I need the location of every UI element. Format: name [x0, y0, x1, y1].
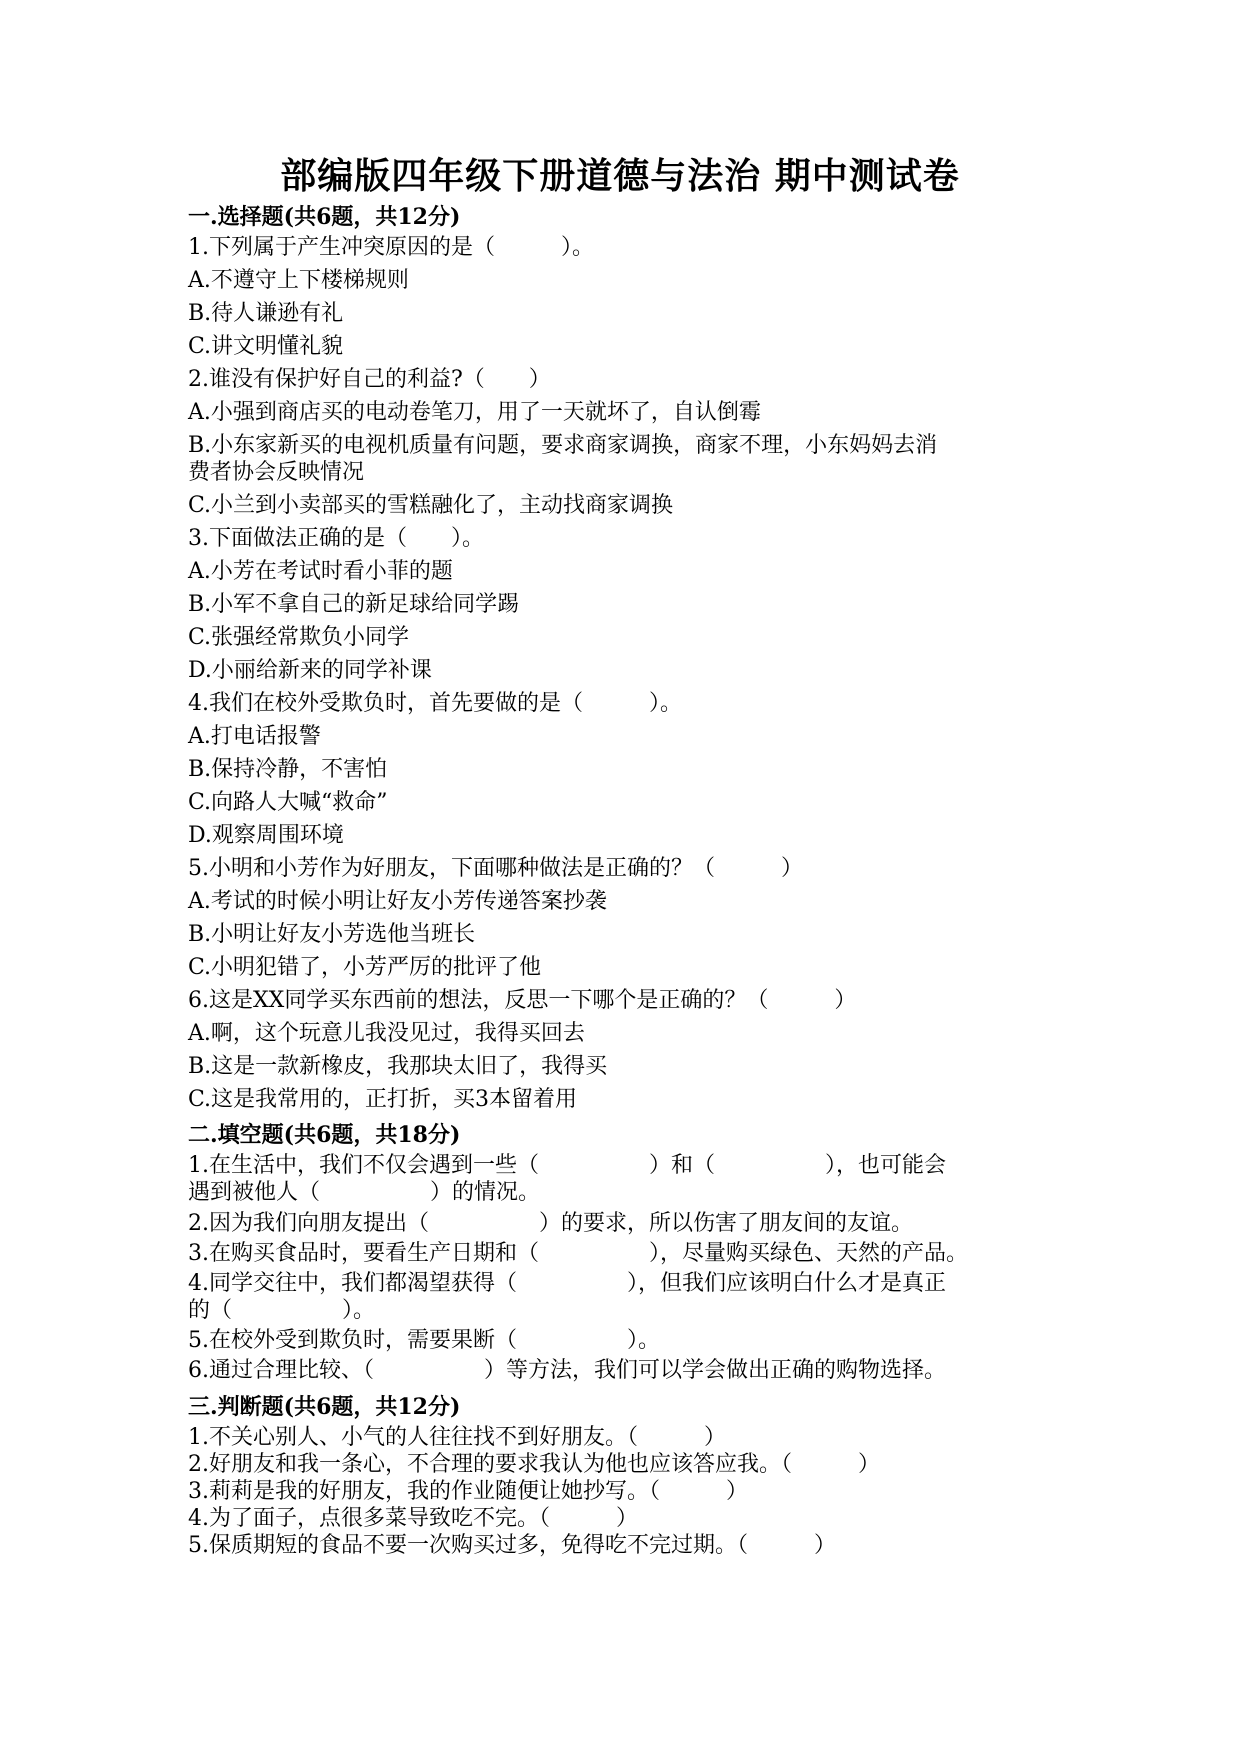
option-c: C.这是我常用的，正打折，买3本留着用	[188, 1087, 578, 1112]
fill-question-continued: 的（ ）。	[188, 1298, 376, 1323]
fill-question: 2.因为我们向朋友提出（ ）的要求，所以伤害了朋友间的友谊。	[188, 1211, 913, 1236]
judge-question: 5.保质期短的食品不要一次购买过多，免得吃不完过期。（ ）	[188, 1533, 836, 1558]
section-heading-choice: 一.选择题(共6题，共12分)	[188, 204, 461, 230]
judge-question: 3.莉莉是我的好朋友，我的作业随便让她抄写。（ ）	[188, 1479, 748, 1504]
fill-question: 3.在购买食品时，要看生产日期和（ ），尽量购买绿色、天然的产品。	[188, 1241, 968, 1266]
fill-question: 6.通过合理比较、（ ）等方法，我们可以学会做出正确的购物选择。	[188, 1358, 946, 1383]
judge-question: 4.为了面子，点很多菜导致吃不完。（ ）	[188, 1506, 638, 1531]
question-stem: 3.下面做法正确的是（ ）。	[188, 526, 484, 551]
fill-question: 5.在校外受到欺负时，需要果断（ ）。	[188, 1328, 660, 1353]
option-c: C.小兰到小卖部买的雪糕融化了，主动找商家调换	[188, 493, 674, 518]
page-title: 部编版四年级下册道德与法治 期中测试卷	[280, 155, 960, 197]
question-stem: 1.下列属于产生冲突原因的是（ ）。	[188, 235, 594, 260]
option-b-continued: 费者协会反映情况	[188, 460, 365, 485]
option-d: D.观察周围环境	[188, 823, 344, 848]
option-b: B.小东家新买的电视机质量有问题，要求商家调换，商家不理，小东妈妈去消	[188, 433, 938, 458]
option-c: C.向路人大喊“救命”	[188, 790, 388, 815]
option-a: A.打电话报警	[188, 724, 321, 749]
judge-question: 1.不关心别人、小气的人往往找不到好朋友。（ ）	[188, 1425, 726, 1450]
section-heading-fill: 二.填空题(共6题，共18分)	[188, 1122, 461, 1148]
judge-question: 2.好朋友和我一条心，不合理的要求我认为他也应该答应我。（ ）	[188, 1452, 880, 1477]
question-stem: 5.小明和小芳作为好朋友，下面哪种做法是正确的？（ ）	[188, 856, 803, 881]
fill-question: 1.在生活中，我们不仅会遇到一些（ ）和（ ），也可能会	[188, 1153, 946, 1178]
fill-question-continued: 遇到被他人（ ）的情况。	[188, 1180, 541, 1205]
option-b: B.小军不拿自己的新足球给同学踢	[188, 592, 520, 617]
option-a: A.不遵守上下楼梯规则	[188, 268, 409, 293]
question-stem: 4.我们在校外受欺负时，首先要做的是（ ）。	[188, 691, 682, 716]
question-stem: 2.谁没有保护好自己的利益?（ ）	[188, 367, 551, 392]
option-b: B.待人谦逊有礼	[188, 301, 344, 326]
option-a: A.小芳在考试时看小菲的题	[188, 559, 453, 584]
question-stem: 6.这是XX同学买东西前的想法，反思一下哪个是正确的？（ ）	[188, 988, 857, 1013]
option-c: C.讲文明懂礼貌	[188, 334, 344, 359]
option-a: A.考试的时候小明让好友小芳传递答案抄袭	[188, 889, 607, 914]
option-a: A.小强到商店买的电动卷笔刀，用了一天就坏了，自认倒霉	[188, 400, 761, 425]
option-b: B.这是一款新橡皮，我那块太旧了，我得买	[188, 1054, 608, 1079]
option-b: B.小明让好友小芳选他当班长	[188, 922, 476, 947]
fill-question: 4.同学交往中，我们都渴望获得（ ），但我们应该明白什么才是真正	[188, 1271, 946, 1296]
option-a: A.啊，这个玩意儿我没见过，我得买回去	[188, 1021, 585, 1046]
option-c: C.小明犯错了，小芳严厉的批评了他	[188, 955, 542, 980]
section-heading-judge: 三.判断题(共6题，共12分)	[188, 1394, 461, 1420]
option-d: D.小丽给新来的同学补课	[188, 658, 432, 683]
option-b: B.保持冷静，不害怕	[188, 757, 388, 782]
option-c: C.张强经常欺负小同学	[188, 625, 410, 650]
